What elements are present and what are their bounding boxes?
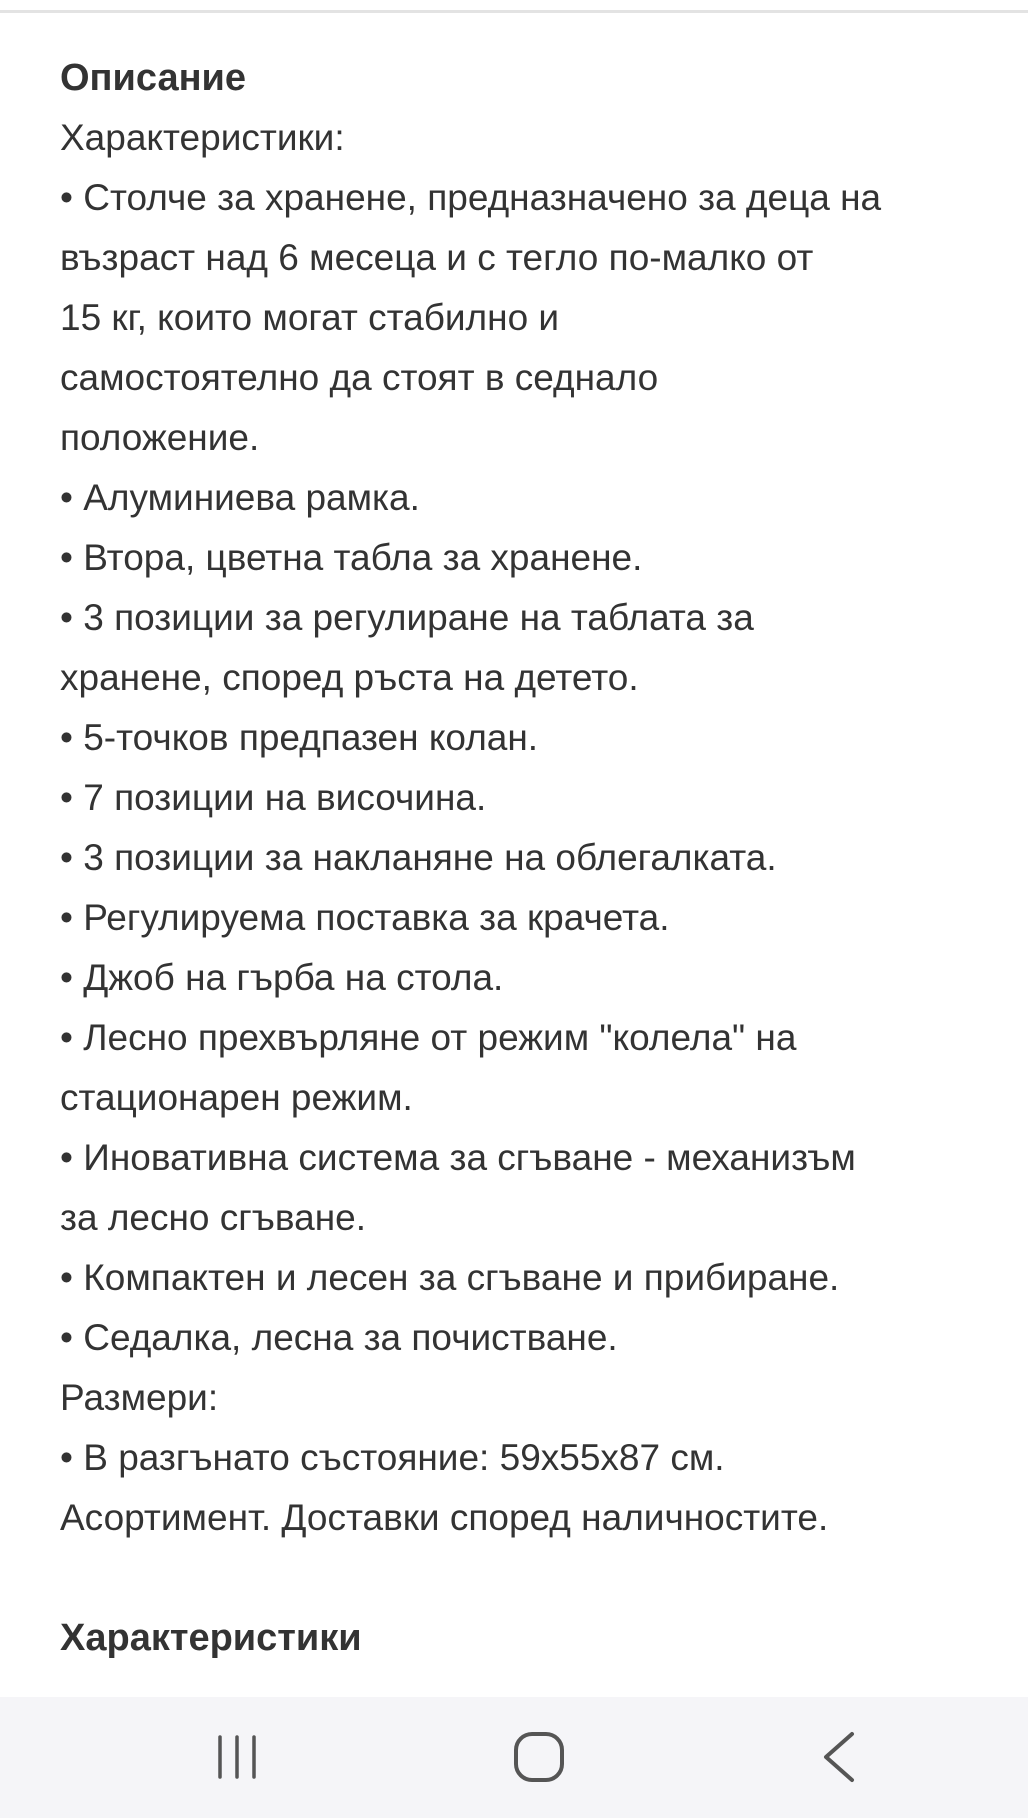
feature-line: • 3 позиции за накланяне на облегалката. xyxy=(60,837,777,878)
system-navigation-bar xyxy=(0,1697,1028,1818)
feature-line: за лесно сгъване. xyxy=(60,1197,367,1238)
feature-line: • 7 позиции на височина. xyxy=(60,777,487,818)
feature-line: • Иновативна система за сгъване - механизъм xyxy=(60,1137,856,1178)
product-description-section xyxy=(60,48,1020,1668)
description-title: Описание xyxy=(60,57,247,99)
feature-line: стационарен режим. xyxy=(60,1077,413,1118)
recent-apps-icon xyxy=(213,1733,261,1781)
feature-line: • Регулируема поставка за крачета. xyxy=(60,897,670,938)
feature-line: • Седалка, лесна за почистване. xyxy=(60,1317,618,1358)
dimensions-line: • В разгънато състояние: 59x55x87 см. xyxy=(60,1437,725,1478)
feature-line: • 5-точков предпазен колан. xyxy=(60,717,539,758)
home-icon xyxy=(512,1730,566,1784)
feature-line: • Втора, цветна табла за хранене. xyxy=(60,537,643,578)
feature-line: възраст над 6 месеца и с тегло по-малко от xyxy=(60,237,814,278)
feature-line: самостоятелно да стоят в седнало xyxy=(60,357,659,398)
back-button[interactable] xyxy=(800,1727,880,1787)
feature-line: • Алуминиева рамка. xyxy=(60,477,420,518)
feature-line: 15 кг, които могат стабилно и xyxy=(60,297,560,338)
feature-line: • 3 позиции за регулиране на таблата за xyxy=(60,597,754,638)
top-divider xyxy=(0,10,1028,13)
feature-line: • Лесно прехвърляне от режим "колела" на xyxy=(60,1017,797,1058)
characteristics-title: Характеристики xyxy=(60,1617,362,1659)
recent-apps-button[interactable] xyxy=(197,1727,277,1787)
description-subheading: Характеристики: xyxy=(60,117,345,158)
assortment-line: Асортимент. Доставки според наличностите. xyxy=(60,1497,829,1538)
feature-line: хранене, според ръста на детето. xyxy=(60,657,639,698)
feature-list xyxy=(60,168,1020,1368)
home-button[interactable] xyxy=(499,1727,579,1787)
section-spacer xyxy=(60,1548,1020,1608)
feature-line: • Столче за хранене, предназначено за деца на xyxy=(60,177,882,218)
feature-line: положение. xyxy=(60,417,260,458)
dimensions-heading: Размери: xyxy=(60,1377,219,1418)
back-icon xyxy=(816,1730,864,1784)
feature-line: • Компактен и лесен за сгъване и прибиране. xyxy=(60,1257,840,1298)
feature-line: • Джоб на гърба на стола. xyxy=(60,957,504,998)
